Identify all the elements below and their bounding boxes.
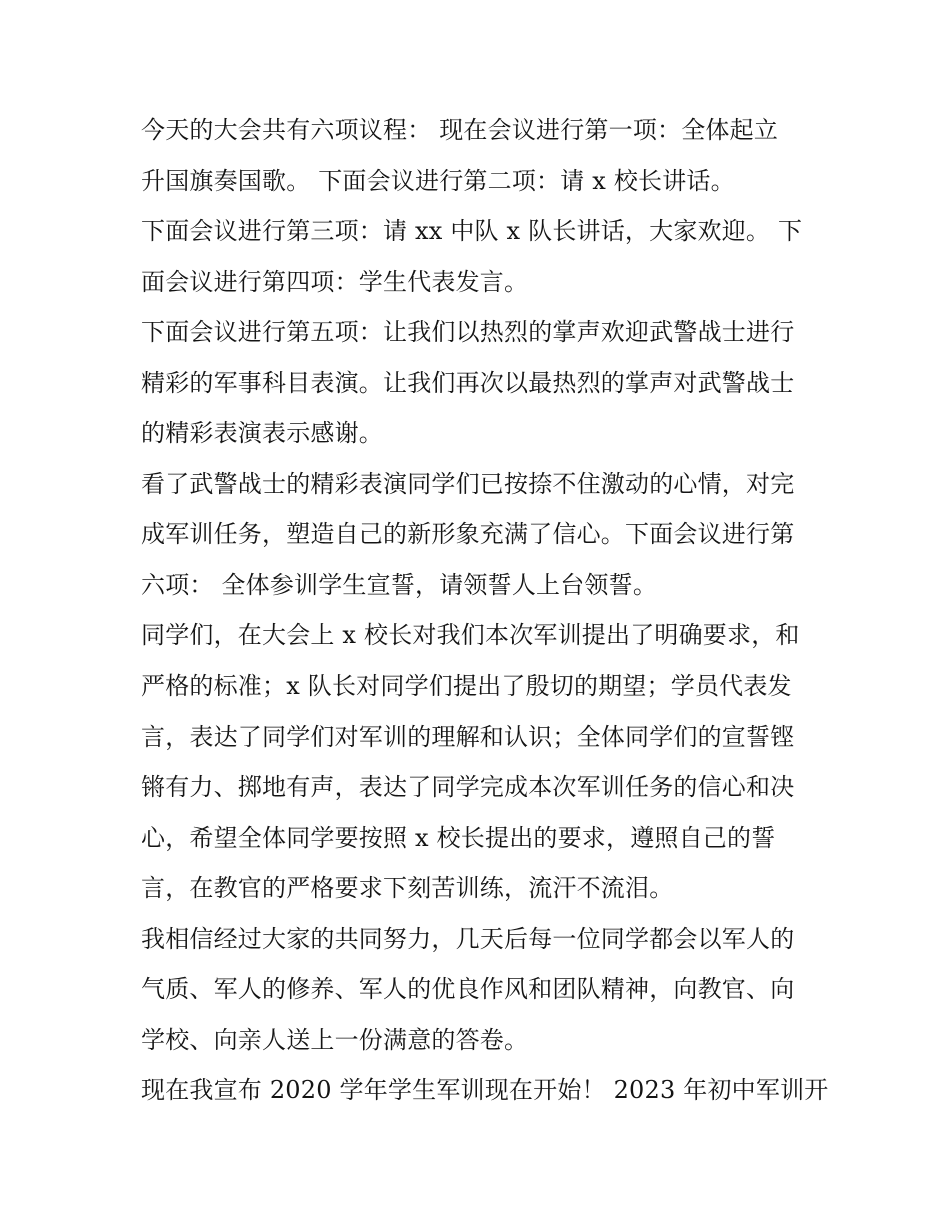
text-line-6: 精彩的军事科目表演。让我们再次以最热烈的掌声对武警战士 [141, 369, 795, 397]
text-line-2: 升国旗奏国歌。 下面会议进行第二项：请 x 校长讲话。 [141, 167, 735, 195]
text-line-10: 六项： 全体参训学生宣誓，请领誓人上台领誓。 [141, 571, 658, 599]
text-line-17: 我相信经过大家的共同努力，几天后每一位同学都会以军人的 [141, 925, 795, 953]
text-line-3: 下面会议进行第三项：请 xx 中队 x 队长讲话，大家欢迎。 下 [141, 217, 803, 245]
text-line-15: 心，希望全体同学要按照 x 校长提出的要求，遵照自己的誓 [141, 824, 776, 852]
text-line-8: 看了武警战士的精彩表演同学们已按捺不住激动的心情，对完 [141, 470, 795, 498]
text-line-16: 言，在教官的严格要求下刻苦训练，流汗不流泪。 [141, 874, 674, 902]
text-line-13: 言，表达了同学们对军训的理解和认识；全体同学们的宣誓铿 [141, 723, 795, 751]
text-line-14: 锵有力、掷地有声，表达了同学完成本次军训任务的信心和决 [141, 773, 795, 801]
text-line-9: 成军训任务，塑造自己的新形象充满了信心。下面会议进行第 [141, 520, 795, 548]
text-line-4: 面会议进行第四项：学生代表发言。 [141, 268, 529, 296]
text-line-11: 同学们，在大会上 x 校长对我们本次军训提出了明确要求，和 [141, 621, 800, 649]
text-line-7: 的精彩表演表示感谢。 [141, 419, 383, 447]
text-line-1: 今天的大会共有六项议程： 现在会议进行第一项：全体起立 [141, 116, 779, 144]
text-line-12: 严格的标准；x 队长对同学们提出了殷切的期望；学员代表发 [141, 672, 792, 700]
text-line-5: 下面会议进行第五项：让我们以热烈的掌声欢迎武警战士进行 [141, 318, 795, 346]
text-line-18: 气质、军人的修养、军人的优良作风和团队精神，向教官、向 [141, 975, 795, 1003]
text-line-19: 学校、向亲人送上一份满意的答卷。 [141, 1026, 529, 1054]
text-line-20: 现在我宣布 2020 学年学生军训现在开始！ 2023 年初中军训开 [141, 1076, 829, 1104]
